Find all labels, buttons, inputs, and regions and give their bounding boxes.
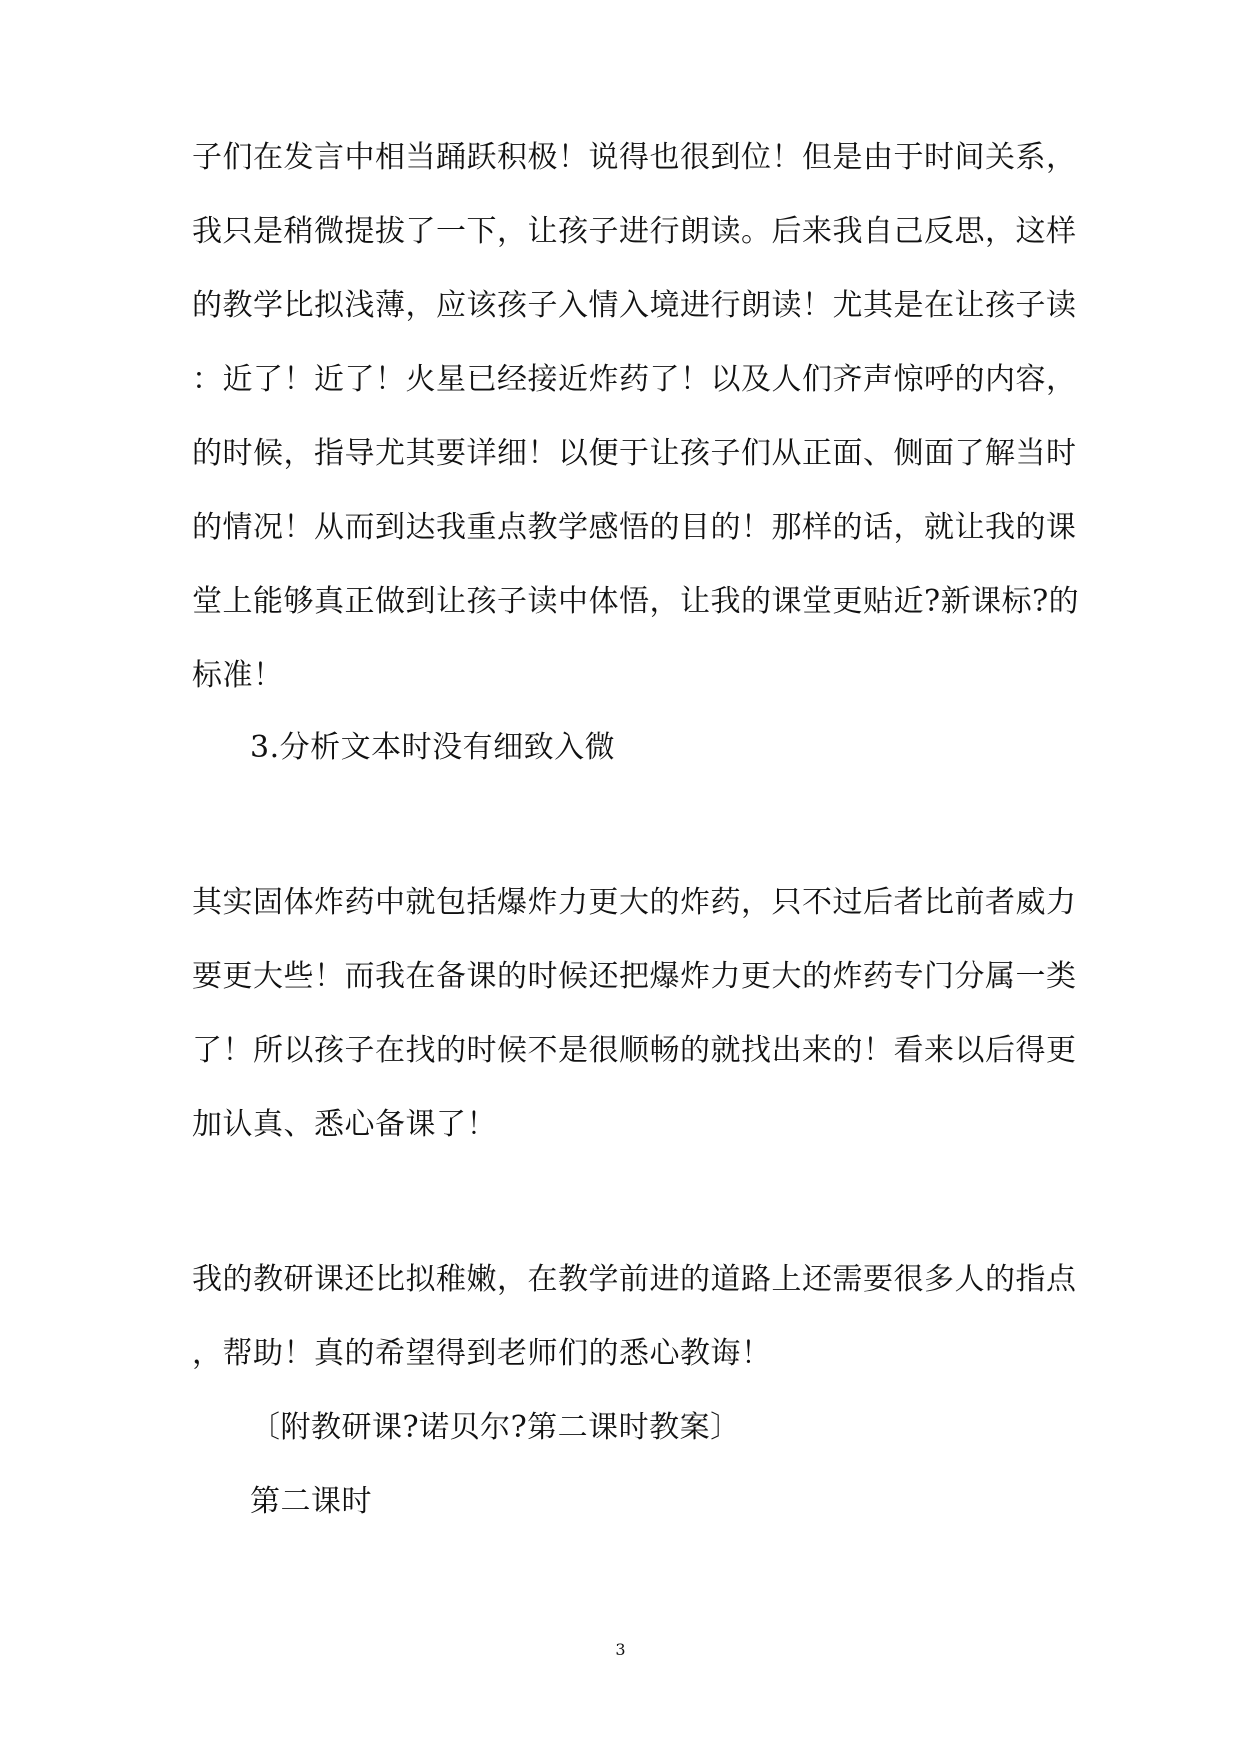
text-line: 标准！ <box>192 658 284 693</box>
section-heading: 3.分析文本时没有细致入微 <box>250 730 616 765</box>
appendix-heading: 〔附教研课?诺贝尔?第二课时教案〕 <box>250 1410 741 1445</box>
text-line: ：近了！近了！火星已经接近炸药了！以及人们齐声惊呼的内容， <box>192 362 1077 397</box>
text-line: 我的教研课还比拟稚嫩，在教学前进的道路上还需要很多人的指点 <box>192 1262 1077 1297</box>
text-line: 了！所以孩子在找的时候不是很顺畅的就找出来的！看来以后得更 <box>192 1033 1077 1068</box>
text-line: 我只是稍微提拔了一下，让孩子进行朗读。后来我自己反思，这样 <box>192 214 1077 249</box>
page-number: 3 <box>615 1640 626 1659</box>
lesson-heading: 第二课时 <box>250 1484 372 1519</box>
text-line: 的情况！从而到达我重点教学感悟的目的！那样的话，就让我的课 <box>192 510 1077 545</box>
text-line: 的教学比拟浅薄，应该孩子入情入境进行朗读！尤其是在让孩子读 <box>192 288 1077 323</box>
text-line: 子们在发言中相当踊跃积极！说得也很到位！但是由于时间关系， <box>192 140 1077 175</box>
text-line: 加认真、悉心备课了！ <box>192 1107 497 1142</box>
text-line: ，帮助！真的希望得到老师们的悉心教诲！ <box>192 1336 772 1371</box>
text-line: 的时候，指导尤其要详细！以便于让孩子们从正面、侧面了解当时 <box>192 436 1077 471</box>
text-line: 堂上能够真正做到让孩子读中体悟，让我的课堂更贴近?新课标?的 <box>192 584 1080 619</box>
text-line: 其实固体炸药中就包括爆炸力更大的炸药，只不过后者比前者威力 <box>192 885 1077 920</box>
text-line: 要更大些！而我在备课的时候还把爆炸力更大的炸药专门分属一类 <box>192 959 1077 994</box>
